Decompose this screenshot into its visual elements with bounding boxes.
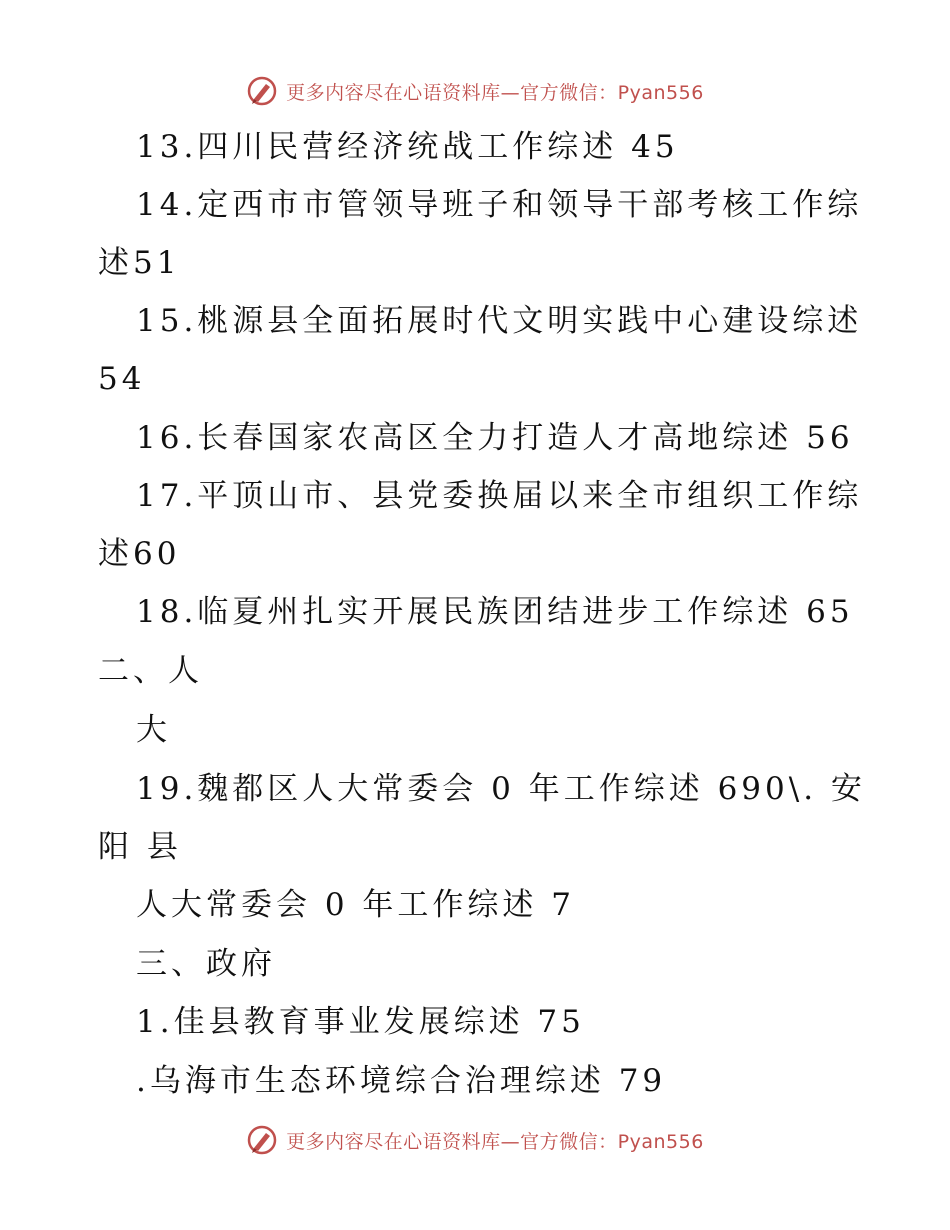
toc-line: 16.长春国家农高区全力打造人才高地综述 56	[136, 420, 854, 456]
toc-line: 人大常委会 0 年工作综述 7	[136, 887, 576, 923]
toc-line: 14.定西市市管领导班子和领导干部考核工作综	[136, 187, 863, 223]
watermark-text: 更多内容尽在心语资料库—官方微信：Pyan556	[286, 81, 704, 104]
pen-logo-icon	[246, 1124, 278, 1156]
toc-line: 1.佳县教育事业发展综述 75	[136, 1004, 585, 1040]
toc-line: 17.平顶山市、县党委换届以来全市组织工作综	[136, 478, 863, 514]
toc-line: 述51	[98, 245, 181, 281]
toc-line: 18.临夏州扎实开展民族团结进步工作综述 65	[136, 594, 854, 630]
toc-line: 19.魏都区人大常委会 0 年工作综述 690\. 安	[136, 771, 866, 807]
toc-line: 15.桃源县全面拓展时代文明实践中心建设综述	[136, 303, 863, 339]
toc-line: 13.四川民营经济统战工作综述 45	[136, 129, 679, 165]
section-heading: 三、政府	[136, 946, 276, 982]
toc-line: 54	[98, 361, 146, 397]
section-heading: 二、人	[98, 653, 203, 689]
section-heading: 大	[136, 712, 171, 748]
watermark-text: 更多内容尽在心语资料库—官方微信：Pyan556	[286, 1130, 704, 1153]
watermark-footer	[0, 1120, 950, 1160]
toc-line: .乌海市生态环境综合治理综述 79	[136, 1063, 667, 1099]
toc-line: 述60	[98, 536, 181, 572]
toc-line: 阳 县	[98, 829, 182, 865]
